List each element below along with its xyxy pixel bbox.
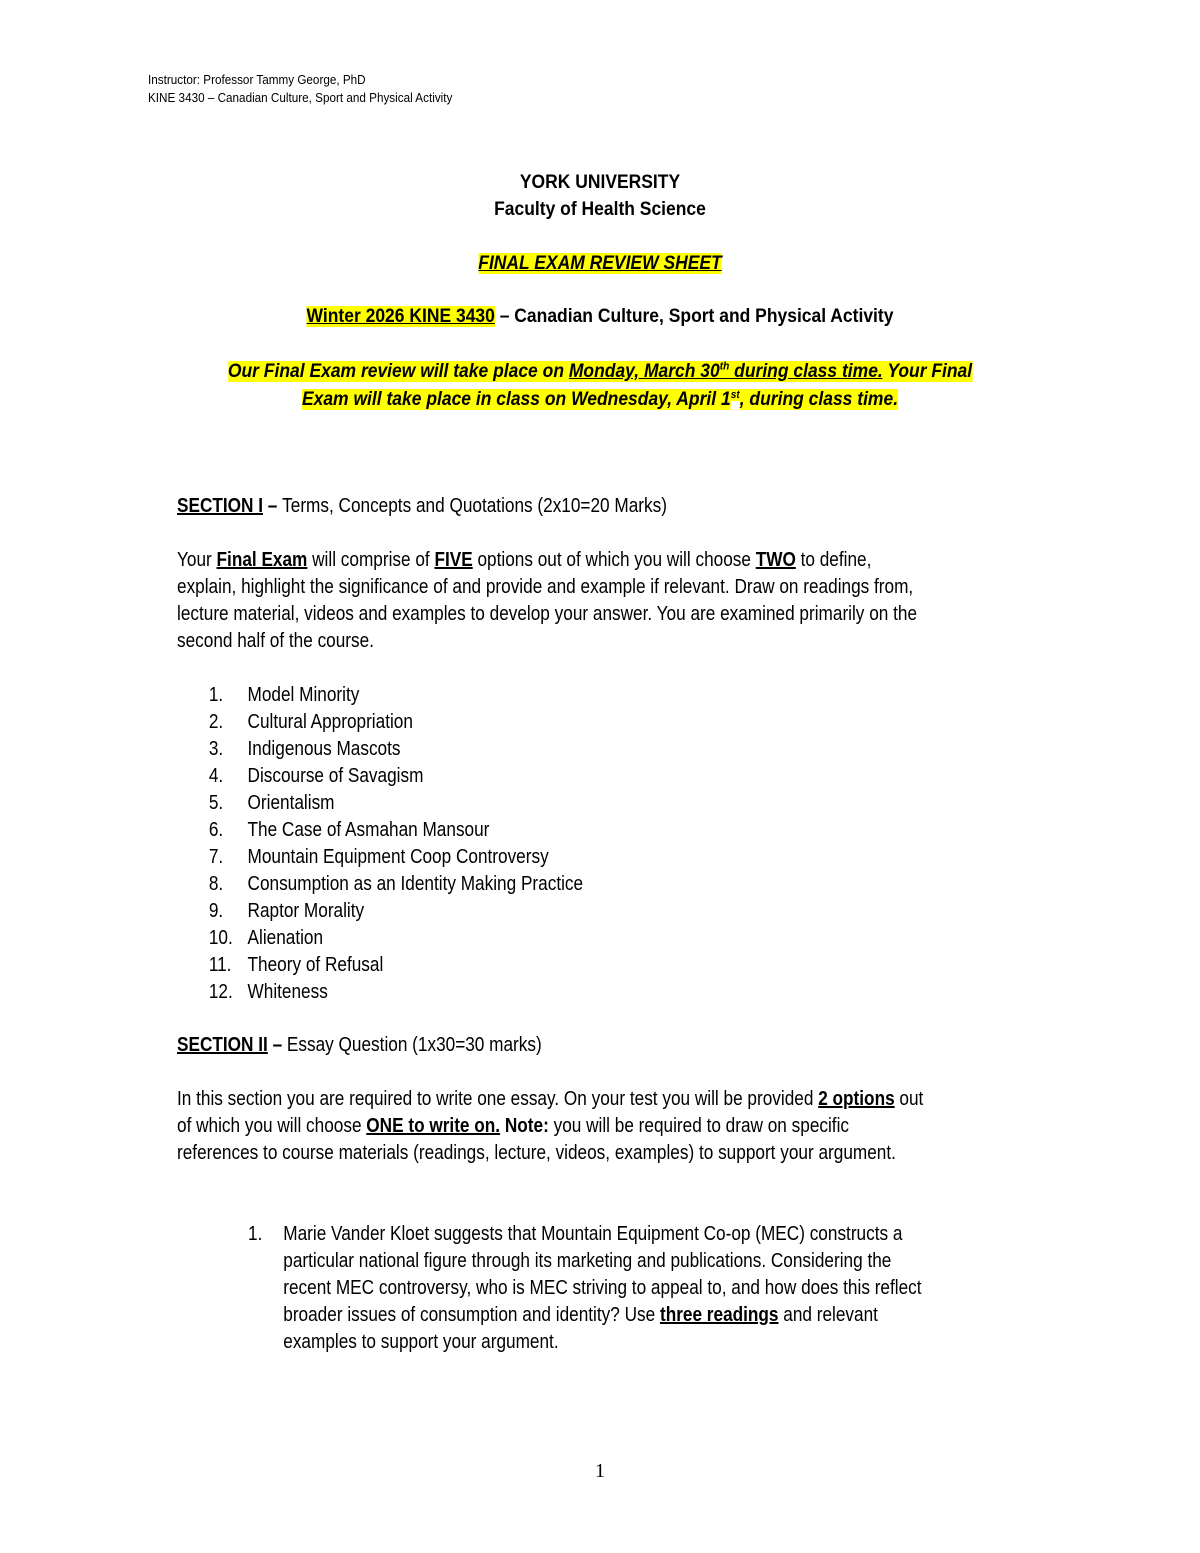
s1-five: FIVE [434,549,473,571]
notice-part2: Your Final [882,361,973,382]
section2-paragraph-line2 [177,1113,1123,1140]
list-item-text: Discourse of Savagism [247,765,424,787]
section2-paragraph [177,1086,1123,1167]
faculty-name: Faculty of Health Science [494,199,706,220]
s1-final-exam: Final Exam [216,549,308,571]
notice-date1-sup: th [719,360,730,373]
header-instructor: Instructor: Professor Tammy George, PhD [148,72,366,87]
list-item [177,898,583,925]
essay-three-readings: three readings [659,1304,779,1326]
essay-line1: Marie Vander Kloet suggests that Mountain Equipment Co-op (MEC) constructs a [283,1223,903,1245]
notice-date1 [569,361,883,382]
s2-p-b: out [894,1088,924,1110]
list-item-number: 4. [208,765,224,787]
exam-notice [48,358,1152,414]
section1-paragraph-line1 [177,547,1123,574]
notice-line2b: , during class time. [739,389,899,410]
list-item-text: Alienation [247,927,324,949]
list-item [177,817,583,844]
list-item-text: Cultural Appropriation [247,711,413,733]
notice-date1-text: Monday, March 30 [568,361,720,382]
s2-options: 2 options [818,1088,895,1110]
list-item-number: 11. [208,954,232,976]
list-item-number: 6. [208,819,224,841]
s2-p-d: you will be required to draw on specific [548,1115,850,1137]
list-item-number: 10. [208,927,233,949]
s2-p-a: In this section you are required to write one essay. On your test you will be provided [177,1088,819,1110]
university-name: YORK UNIVERSITY [519,172,681,193]
section2-title: Essay Question (1x30=30 marks) [286,1034,542,1056]
s1-p-b: will comprise of [307,549,435,571]
terms-list [177,682,583,1006]
list-item [177,844,583,871]
section2-label: SECTION II [177,1034,268,1056]
page-header [148,71,452,107]
essay-line4c: and relevant [778,1304,878,1326]
list-item-text: Raptor Morality [247,900,365,922]
list-item-text: The Case of Asmahan Mansour [247,819,490,841]
notice-line2a: Exam will take place in class on Wednesday, April 1 [301,389,731,410]
page-number: 1 [595,1460,605,1482]
section1-dash: – [263,495,283,517]
list-item-number: 2. [208,711,224,733]
s1-p-c: options out of which you will choose [472,549,756,571]
list-item-text: Orientalism [247,792,335,814]
s2-note: Note: [500,1115,549,1137]
section1-title: Terms, Concepts and Quotations (2x10=20 Marks) [282,495,667,517]
sheet-title-text: FINAL EXAM REVIEW SHEET [478,253,722,274]
s1-p-a: Your [177,549,217,571]
list-item [177,790,583,817]
essay-line4a: broader issues of consumption and identity? Use [283,1304,660,1326]
list-item [177,979,583,1006]
essay-line4 [283,1302,1023,1329]
list-item-text: Model Minority [247,684,360,706]
s1-p-d: to define, [795,549,872,571]
list-item-number: 3. [208,738,224,760]
list-item-number: 1. [208,684,224,706]
notice-line2-sup: st [730,388,740,401]
list-item [177,763,583,790]
section2-paragraph-line3: references to course materials (readings, lecture, videos, examples) to support your argument. [177,1142,896,1164]
notice-part1: Our Final Exam review will take place on [227,361,569,382]
s2-p-c: of which you will choose [177,1115,367,1137]
list-item-number: 9. [208,900,224,922]
course-title [48,305,1152,329]
exam-notice-line1 [48,358,1152,386]
list-item-text: Mountain Equipment Coop Controversy [247,846,549,868]
list-item [177,736,583,763]
list-item-text: Theory of Refusal [247,954,384,976]
list-item-number: 12. [208,981,233,1003]
section1-paragraph-line3: lecture material, videos and examples to develop your answer. You are examined primarily on the [177,603,918,625]
section1-label: SECTION I [177,495,264,517]
list-item [177,682,583,709]
list-item-number: 7. [208,846,224,868]
course-title-rest: – Canadian Culture, Sport and Physical Activity [494,306,894,327]
section1-paragraph-line2: explain, highlight the significance of and provide and example if relevant. Draw on readings from, [177,576,914,598]
list-item-number: 5. [208,792,224,814]
essay-line3: recent MEC controversy, who is MEC striving to appeal to, and how does this reflect [283,1277,922,1299]
essay-line2: particular national figure through its marketing and publications. Considering the [283,1250,892,1272]
sheet-title [48,252,1152,276]
course-code-highlight: Winter 2026 KINE 3430 [306,306,495,327]
s1-two: TWO [755,549,796,571]
essay-text [283,1221,1023,1356]
list-item [177,952,583,979]
exam-notice-line2 [48,386,1152,414]
list-item-text: Indigenous Mascots [247,738,401,760]
section1-paragraph-line4: second half of the course. [177,630,374,652]
section1-paragraph [177,547,1123,655]
section1-heading [177,493,1123,520]
list-item-number: 8. [208,873,224,895]
section2-heading [177,1032,1123,1059]
list-item-text: Whiteness [247,981,328,1003]
list-item [177,871,583,898]
notice-date1-rest: during class time. [729,361,883,382]
section2-dash: – [267,1034,287,1056]
section2-paragraph-line1 [177,1086,1123,1113]
list-item [177,925,583,952]
s2-one: ONE to write on. [366,1115,501,1137]
header-course: KINE 3430 – Canadian Culture, Sport and Physical Activity [148,90,453,105]
list-item-text: Consumption as an Identity Making Practice [247,873,584,895]
list-item [177,709,583,736]
essay-line5: examples to support your argument. [283,1331,559,1353]
essay-number: 1. [248,1223,263,1245]
